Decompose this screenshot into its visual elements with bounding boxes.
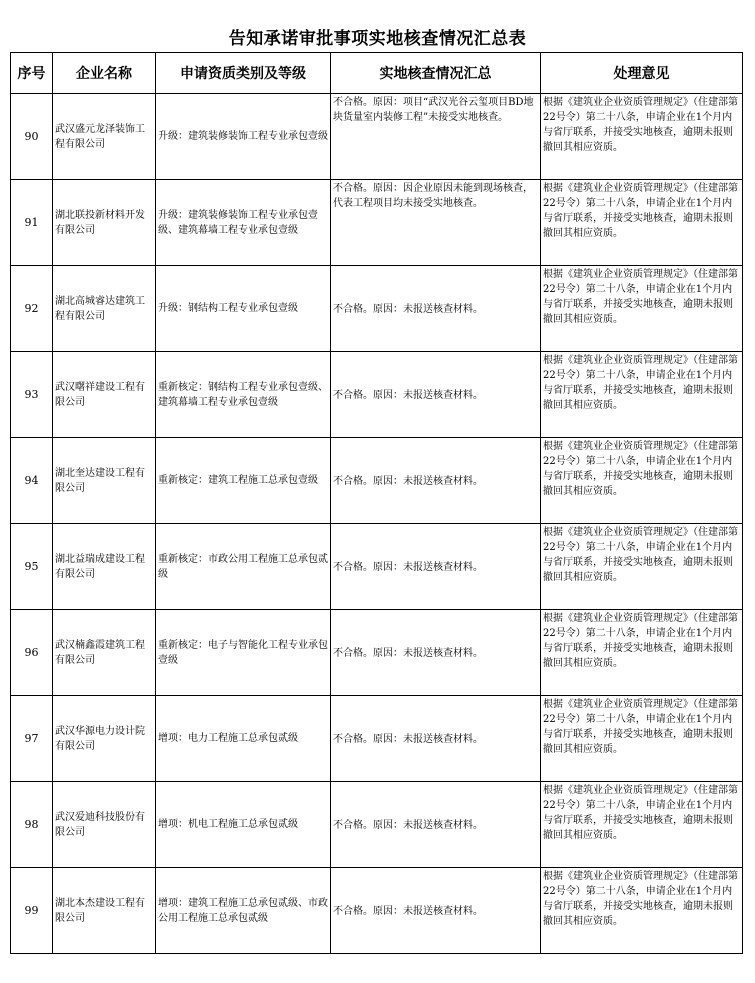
verification-result-cell: 不合格。原因：未报送核查材料。 — [331, 352, 541, 438]
table-row — [11, 524, 743, 610]
qualification-cell: 重新核定：钢结构工程专业承包壹级、建筑幕墙工程专业承包壹级 — [156, 352, 331, 438]
verification-result-cell: 不合格。原因：未报送核查材料。 — [331, 438, 541, 524]
verification-result-cell: 不合格。原因：项目“武汉光谷云玺项目BD地块货量室内装修工程”未接受实地核查。 — [331, 94, 541, 180]
header-serial-number: 序号 — [11, 53, 53, 94]
verification-result-cell: 不合格。原因：未报送核查材料。 — [331, 610, 541, 696]
handling-opinion-cell: 根据《建筑业企业资质管理规定》（住建部第22号令）第二十八条，申请企业在1个月内与省厅联系，并接受实地核查，逾期未报则撤回其相应资质。 — [541, 94, 743, 180]
company-name-cell: 武汉爱迪科技股份有限公司 — [53, 782, 156, 868]
table-row — [11, 438, 743, 524]
company-name-cell: 武汉楠鑫霞建筑工程有限公司 — [53, 610, 156, 696]
handling-opinion-cell: 根据《建筑业企业资质管理规定》（住建部第22号令）第二十八条，申请企业在1个月内与省厅联系，并接受实地核查，逾期未报则撤回其相应资质。 — [541, 266, 743, 352]
table-row — [11, 696, 743, 782]
qualification-cell: 重新核定：电子与智能化工程专业承包壹级 — [156, 610, 331, 696]
qualification-cell: 升级：建筑装修装饰工程专业承包壹级 — [156, 94, 331, 180]
verification-summary-table — [10, 52, 743, 954]
verification-result-cell: 不合格。原因：因企业原因未能到现场核查，代表工程项目均未接受实地核查。 — [331, 180, 541, 266]
qualification-cell: 重新核定：建筑工程施工总承包壹级 — [156, 438, 331, 524]
table-row — [11, 94, 743, 180]
table-row — [11, 180, 743, 266]
serial-number-cell: 94 — [11, 438, 53, 524]
serial-number-cell: 91 — [11, 180, 53, 266]
verification-result-cell: 不合格。原因：未报送核查材料。 — [331, 524, 541, 610]
table-row — [11, 868, 743, 954]
company-name-cell: 湖北奎达建设工程有限公司 — [53, 438, 156, 524]
company-name-cell: 湖北联投新材料开发有限公司 — [53, 180, 156, 266]
company-name-cell: 湖北高城睿达建筑工程有限公司 — [53, 266, 156, 352]
qualification-cell: 增项：建筑工程施工总承包贰级、市政公用工程施工总承包贰级 — [156, 868, 331, 954]
serial-number-cell: 93 — [11, 352, 53, 438]
company-name-cell: 武汉华源电力设计院有限公司 — [53, 696, 156, 782]
serial-number-cell: 98 — [11, 782, 53, 868]
qualification-cell: 升级：钢结构工程专业承包壹级 — [156, 266, 331, 352]
verification-result-cell: 不合格。原因：未报送核查材料。 — [331, 266, 541, 352]
table-row — [11, 782, 743, 868]
company-name-cell: 武汉曙祥建设工程有限公司 — [53, 352, 156, 438]
serial-number-cell: 92 — [11, 266, 53, 352]
serial-number-cell: 95 — [11, 524, 53, 610]
company-name-cell: 湖北益瑞成建设工程有限公司 — [53, 524, 156, 610]
company-name-cell: 武汉盛元龙泽装饰工程有限公司 — [53, 94, 156, 180]
handling-opinion-cell: 根据《建筑业企业资质管理规定》（住建部第22号令）第二十八条，申请企业在1个月内与省厅联系，并接受实地核查，逾期未报则撤回其相应资质。 — [541, 524, 743, 610]
serial-number-cell: 90 — [11, 94, 53, 180]
handling-opinion-cell: 根据《建筑业企业资质管理规定》（住建部第22号令）第二十八条，申请企业在1个月内与省厅联系，并接受实地核查，逾期未报则撤回其相应资质。 — [541, 352, 743, 438]
handling-opinion-cell: 根据《建筑业企业资质管理规定》（住建部第22号令）第二十八条，申请企业在1个月内与省厅联系，并接受实地核查，逾期未报则撤回其相应资质。 — [541, 438, 743, 524]
qualification-cell: 增项：机电工程施工总承包贰级 — [156, 782, 331, 868]
qualification-cell: 重新核定：市政公用工程施工总承包贰级 — [156, 524, 331, 610]
handling-opinion-cell: 根据《建筑业企业资质管理规定》（住建部第22号令）第二十八条，申请企业在1个月内与省厅联系，并接受实地核查，逾期未报则撤回其相应资质。 — [541, 180, 743, 266]
table-row — [11, 352, 743, 438]
serial-number-cell: 97 — [11, 696, 53, 782]
header-qualification: 申请资质类别及等级 — [156, 53, 331, 94]
qualification-cell: 升级：建筑装修装饰工程专业承包壹级、建筑幕墙工程专业承包壹级 — [156, 180, 331, 266]
verification-result-cell: 不合格。原因：未报送核查材料。 — [331, 696, 541, 782]
table-header-row — [11, 53, 743, 94]
verification-result-cell: 不合格。原因：未报送核查材料。 — [331, 782, 541, 868]
verification-result-cell: 不合格。原因：未报送核查材料。 — [331, 868, 541, 954]
handling-opinion-cell: 根据《建筑业企业资质管理规定》（住建部第22号令）第二十八条，申请企业在1个月内与省厅联系，并接受实地核查，逾期未报则撤回其相应资质。 — [541, 782, 743, 868]
handling-opinion-cell: 根据《建筑业企业资质管理规定》（住建部第22号令）第二十八条，申请企业在1个月内与省厅联系，并接受实地核查，逾期未报则撤回其相应资质。 — [541, 610, 743, 696]
company-name-cell: 湖北本杰建设工程有限公司 — [53, 868, 156, 954]
handling-opinion-cell: 根据《建筑业企业资质管理规定》（住建部第22号令）第二十八条，申请企业在1个月内与省厅联系，并接受实地核查，逾期未报则撤回其相应资质。 — [541, 868, 743, 954]
serial-number-cell: 96 — [11, 610, 53, 696]
table-row — [11, 610, 743, 696]
header-handling-opinion: 处理意见 — [541, 53, 743, 94]
document-title: 告知承诺审批事项实地核查情况汇总表 — [228, 29, 527, 49]
handling-opinion-cell: 根据《建筑业企业资质管理规定》（住建部第22号令）第二十八条，申请企业在1个月内与省厅联系，并接受实地核查，逾期未报则撤回其相应资质。 — [541, 696, 743, 782]
qualification-cell: 增项：电力工程施工总承包贰级 — [156, 696, 331, 782]
table-row — [11, 266, 743, 352]
header-verification-summary: 实地核查情况汇总 — [331, 53, 541, 94]
serial-number-cell: 99 — [11, 868, 53, 954]
header-company-name: 企业名称 — [53, 53, 156, 94]
